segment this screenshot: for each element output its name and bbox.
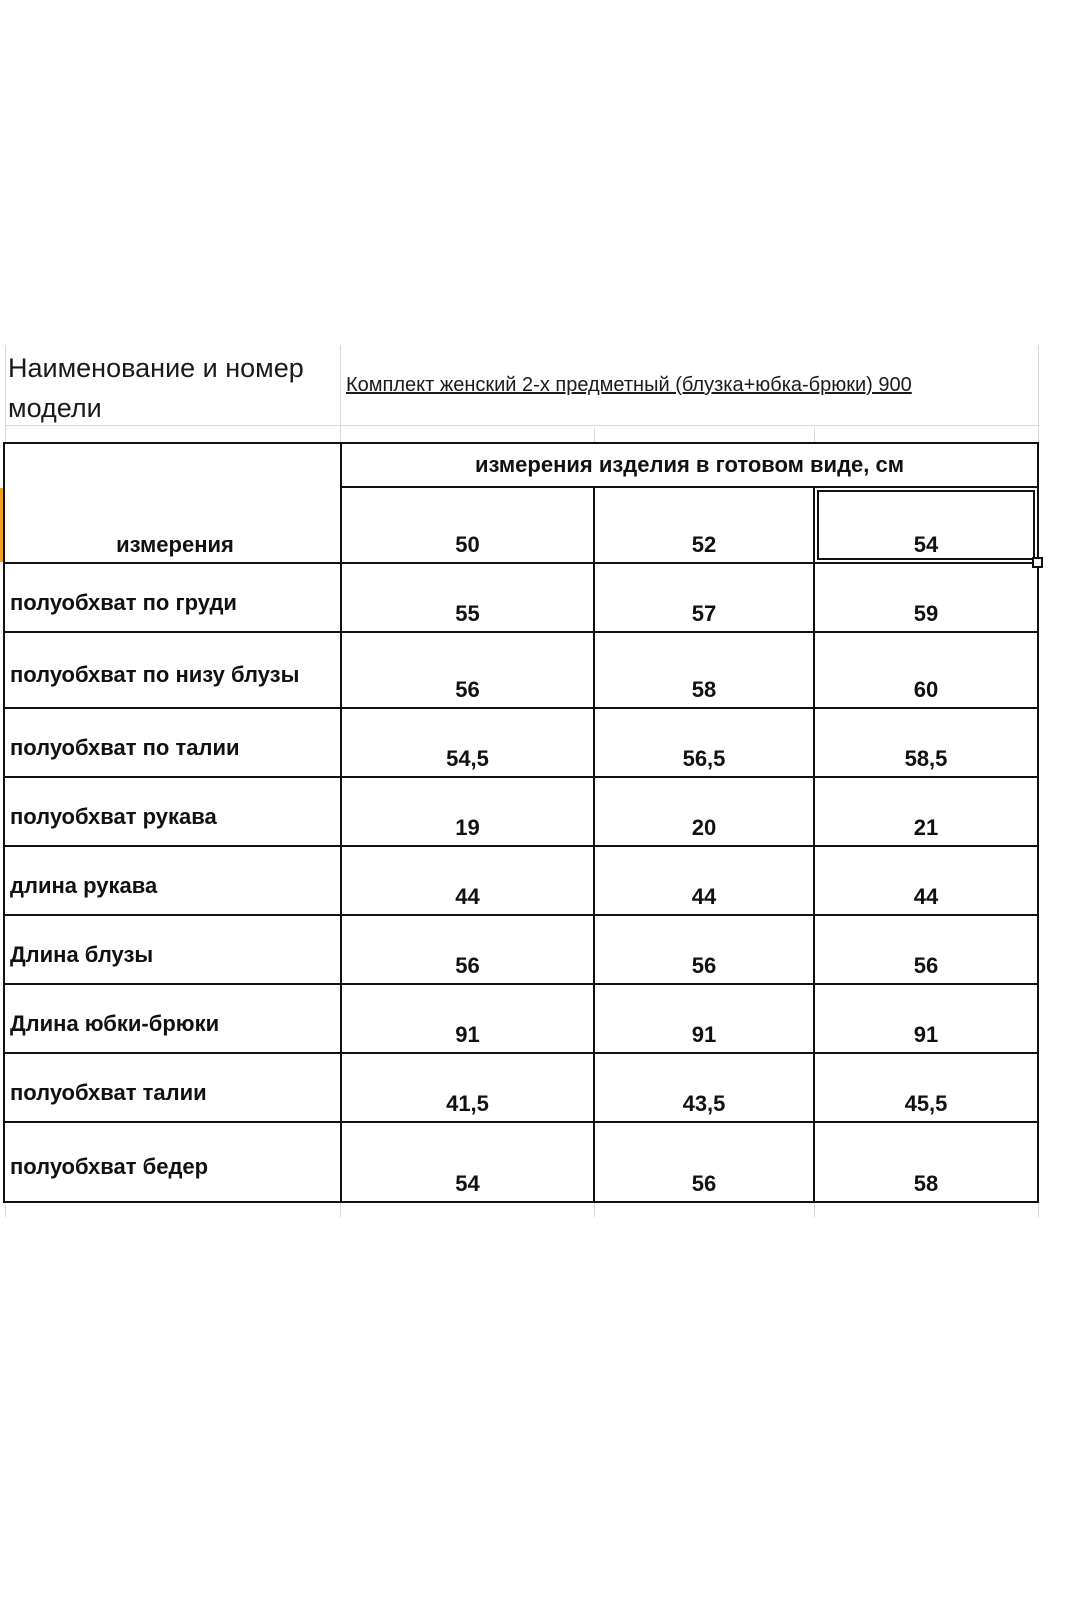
table-cell[interactable]: 91 bbox=[814, 984, 1038, 1053]
table-cell[interactable]: 20 bbox=[594, 777, 814, 846]
table-cell[interactable]: 54,5 bbox=[341, 708, 594, 777]
table-row bbox=[4, 708, 1038, 777]
table-cell[interactable]: 41,5 bbox=[341, 1053, 594, 1122]
row-label[interactable]: полуобхват по талии bbox=[4, 708, 341, 777]
gridline bbox=[340, 345, 341, 442]
table-cell[interactable]: 56,5 bbox=[594, 708, 814, 777]
row-label[interactable]: Длина блузы bbox=[4, 915, 341, 984]
gridline bbox=[5, 345, 6, 442]
gridline bbox=[594, 1203, 595, 1217]
measurements-header-cell[interactable] bbox=[4, 443, 341, 563]
size-header-selected[interactable] bbox=[814, 487, 1038, 563]
row-label[interactable]: полуобхват талии bbox=[4, 1053, 341, 1122]
table-cell[interactable]: 19 bbox=[341, 777, 594, 846]
table-cell[interactable]: 45,5 bbox=[814, 1053, 1038, 1122]
table-cell[interactable]: 91 bbox=[594, 984, 814, 1053]
gridline bbox=[1038, 1203, 1039, 1217]
table-row bbox=[4, 846, 1038, 915]
table-row bbox=[4, 632, 1038, 708]
table-cell[interactable]: 44 bbox=[341, 846, 594, 915]
table-row bbox=[4, 984, 1038, 1053]
table-cell[interactable]: 56 bbox=[594, 915, 814, 984]
table-cell[interactable]: 56 bbox=[594, 1122, 814, 1202]
row-label[interactable]: полуобхват по низу блузы bbox=[4, 632, 341, 708]
table-cell[interactable]: 54 bbox=[341, 1122, 594, 1202]
size-header[interactable]: 50 bbox=[341, 487, 594, 563]
model-name-label: Наименование и номер модели bbox=[8, 353, 304, 423]
model-name-value[interactable]: Комплект женский 2-х предметный (блузка+юбка-брюки) 900 bbox=[346, 374, 912, 396]
measurements-table bbox=[3, 442, 1039, 1203]
gridline bbox=[1038, 345, 1039, 442]
table-cell[interactable]: 58 bbox=[814, 1122, 1038, 1202]
row-label[interactable]: полуобхват по груди bbox=[4, 563, 341, 632]
row-label[interactable]: Длина юбки-брюки bbox=[4, 984, 341, 1053]
row-label[interactable]: полуобхват рукава bbox=[4, 777, 341, 846]
gridline bbox=[594, 428, 595, 442]
table-cell[interactable]: 56 bbox=[341, 632, 594, 708]
table-cell[interactable]: 21 bbox=[814, 777, 1038, 846]
table-cell[interactable]: 44 bbox=[814, 846, 1038, 915]
table-cell[interactable]: 56 bbox=[341, 915, 594, 984]
size-header[interactable]: 52 bbox=[594, 487, 814, 563]
row-label[interactable]: длина рукава bbox=[4, 846, 341, 915]
table-row bbox=[4, 1122, 1038, 1202]
table-cell[interactable]: 56 bbox=[814, 915, 1038, 984]
table-caption[interactable]: измерения изделия в готовом виде, см bbox=[341, 443, 1038, 487]
table-cell[interactable]: 60 bbox=[814, 632, 1038, 708]
table-cell[interactable]: 58 bbox=[594, 632, 814, 708]
table-cell[interactable]: 91 bbox=[341, 984, 594, 1053]
size-header-value: 54 bbox=[913, 532, 939, 557]
table-cell[interactable]: 57 bbox=[594, 563, 814, 632]
gridline bbox=[5, 1203, 6, 1217]
gridline bbox=[814, 1203, 815, 1217]
table-row bbox=[4, 563, 1038, 632]
measurements-header: измерения bbox=[116, 532, 234, 557]
table-cell[interactable]: 44 bbox=[594, 846, 814, 915]
table-row bbox=[4, 777, 1038, 846]
table-row bbox=[4, 915, 1038, 984]
fill-handle[interactable] bbox=[1032, 557, 1043, 568]
gridline bbox=[814, 428, 815, 442]
table-row bbox=[4, 1053, 1038, 1122]
gridline bbox=[340, 1203, 341, 1217]
table-cell[interactable]: 59 bbox=[814, 563, 1038, 632]
table-cell[interactable]: 58,5 bbox=[814, 708, 1038, 777]
table-cell[interactable]: 43,5 bbox=[594, 1053, 814, 1122]
table-cell[interactable]: 55 bbox=[341, 563, 594, 632]
row-label[interactable]: полуобхват бедер bbox=[4, 1122, 341, 1202]
